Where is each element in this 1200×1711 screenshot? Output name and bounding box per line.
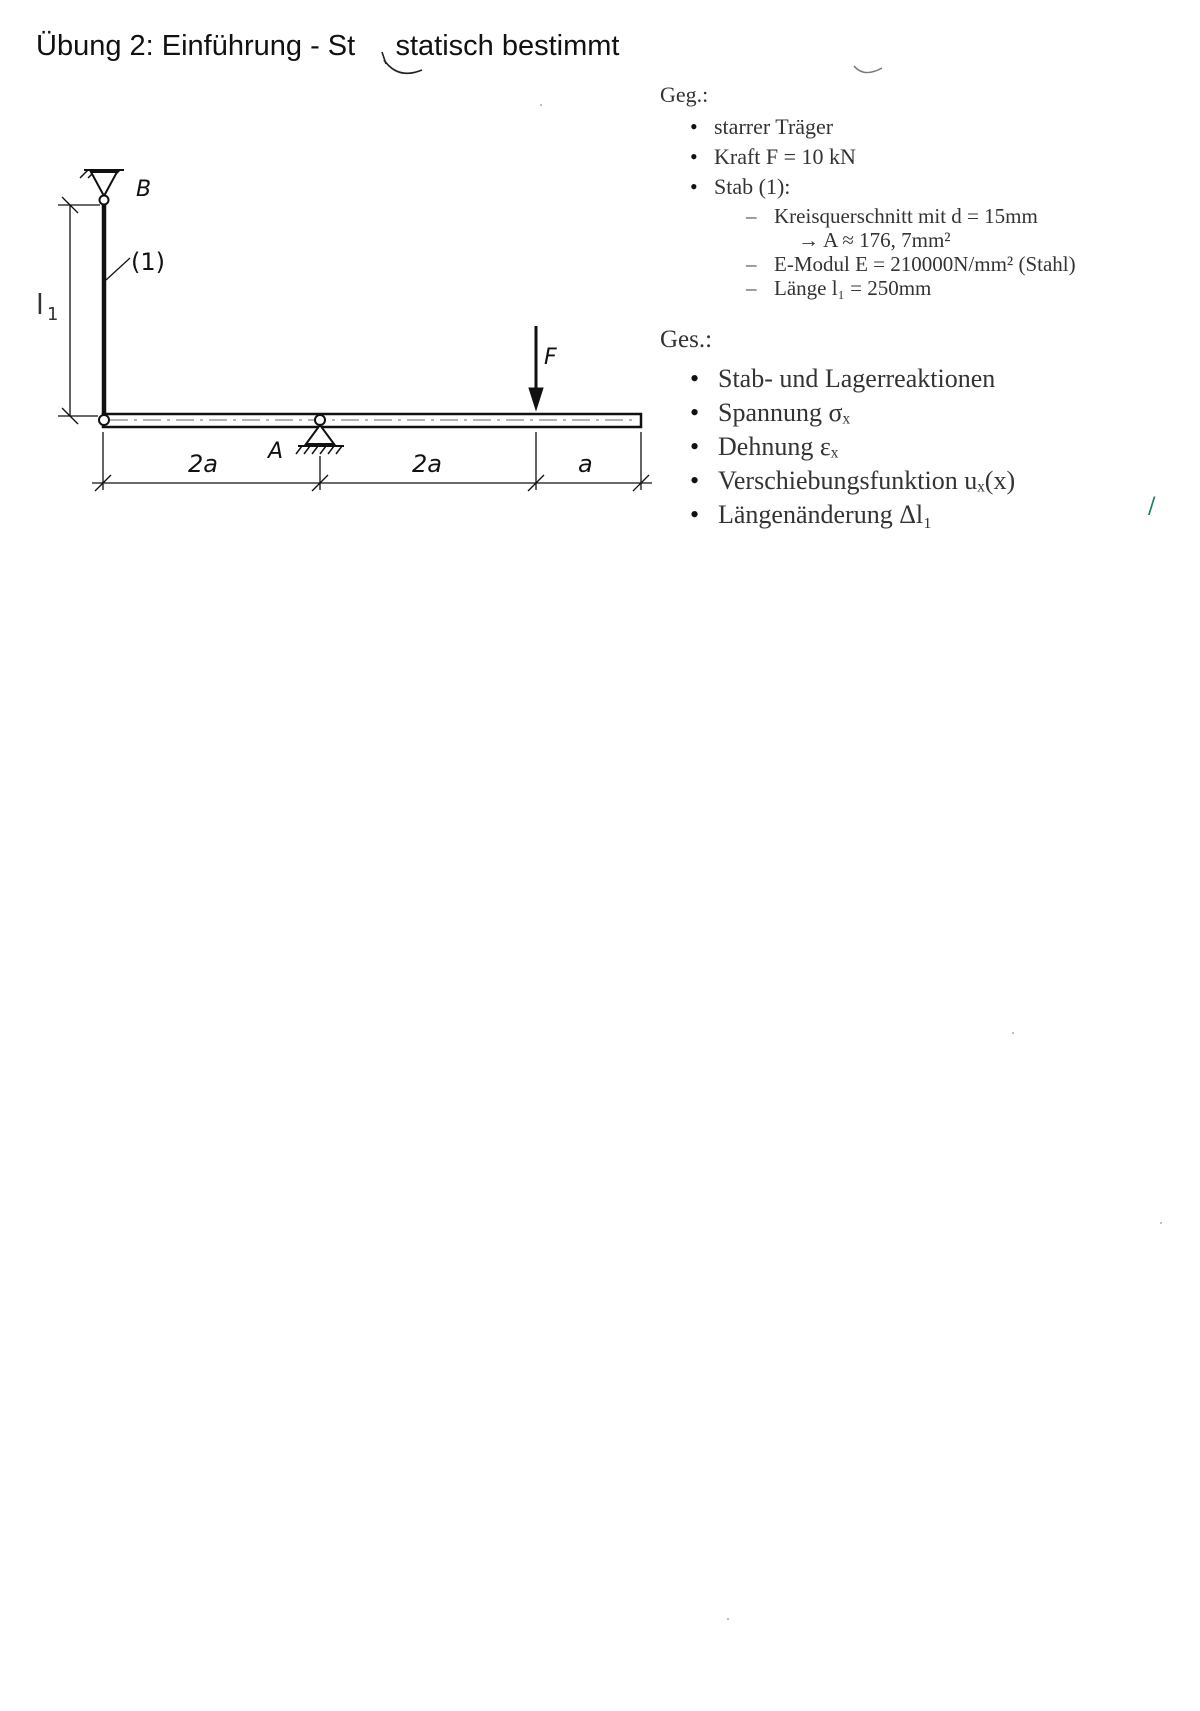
bar-cross-section [746,204,1076,252]
length-l1-label: l [36,288,44,321]
given-item-rigid-beam: • starrer Träger [690,112,1076,142]
dim-label-2a-right: 2a [412,450,442,478]
bar-number-label: (1) [131,248,165,276]
pen-tick-mark: / [1148,494,1156,519]
sought-section [660,326,1015,532]
length-l1-subscript: 1 [47,304,59,325]
sought-item-reactions: • Stab- und Lagerreaktionen [690,362,1015,396]
sought-heading: Ges.: [660,326,713,353]
given-item-bar-label: Stab (1): [714,174,791,199]
bar-e-modulus: – E-Modul E = 210000N/mm² (Stahl) [746,252,1076,276]
bar-length: – Länge l₁ = 250mm [746,276,1076,300]
bar-properties-list [714,204,1076,300]
beam-diagram [0,0,660,500]
scan-dust [1012,1032,1014,1034]
bar-area-text: → A ≈ 176, 7mm² [798,228,951,252]
scan-dust [727,1618,729,1620]
scan-dust [540,104,542,106]
support-b-label: B [136,177,152,202]
sought-item-displacement: • Verschiebungsfunktion uₓ(x) [690,464,1015,498]
dim-label-a: a [578,450,593,478]
given-item-force: • Kraft F = 10 kN [690,142,1076,172]
force-label: F [544,345,557,370]
given-section [660,82,1076,300]
given-heading: Geg.: [660,82,709,107]
scan-dust [1160,1222,1162,1224]
sought-item-stress: • Spannung σₓ [690,396,1015,430]
given-list [660,112,1076,300]
bar-cross-section-text: Kreisquerschnitt mit d = 15mm [774,204,1038,228]
page-title: Übung 2: Einführung - St statisch bestimmt [36,30,620,62]
sought-item-strain: • Dehnung εₓ [690,430,1015,464]
sought-item-elongation: • Längenänderung Δl₁ [690,498,1015,532]
dim-label-2a-left: 2a [188,450,218,478]
support-a-label: A [268,439,284,464]
given-item-bar [690,172,1076,300]
sought-list [660,362,1015,532]
